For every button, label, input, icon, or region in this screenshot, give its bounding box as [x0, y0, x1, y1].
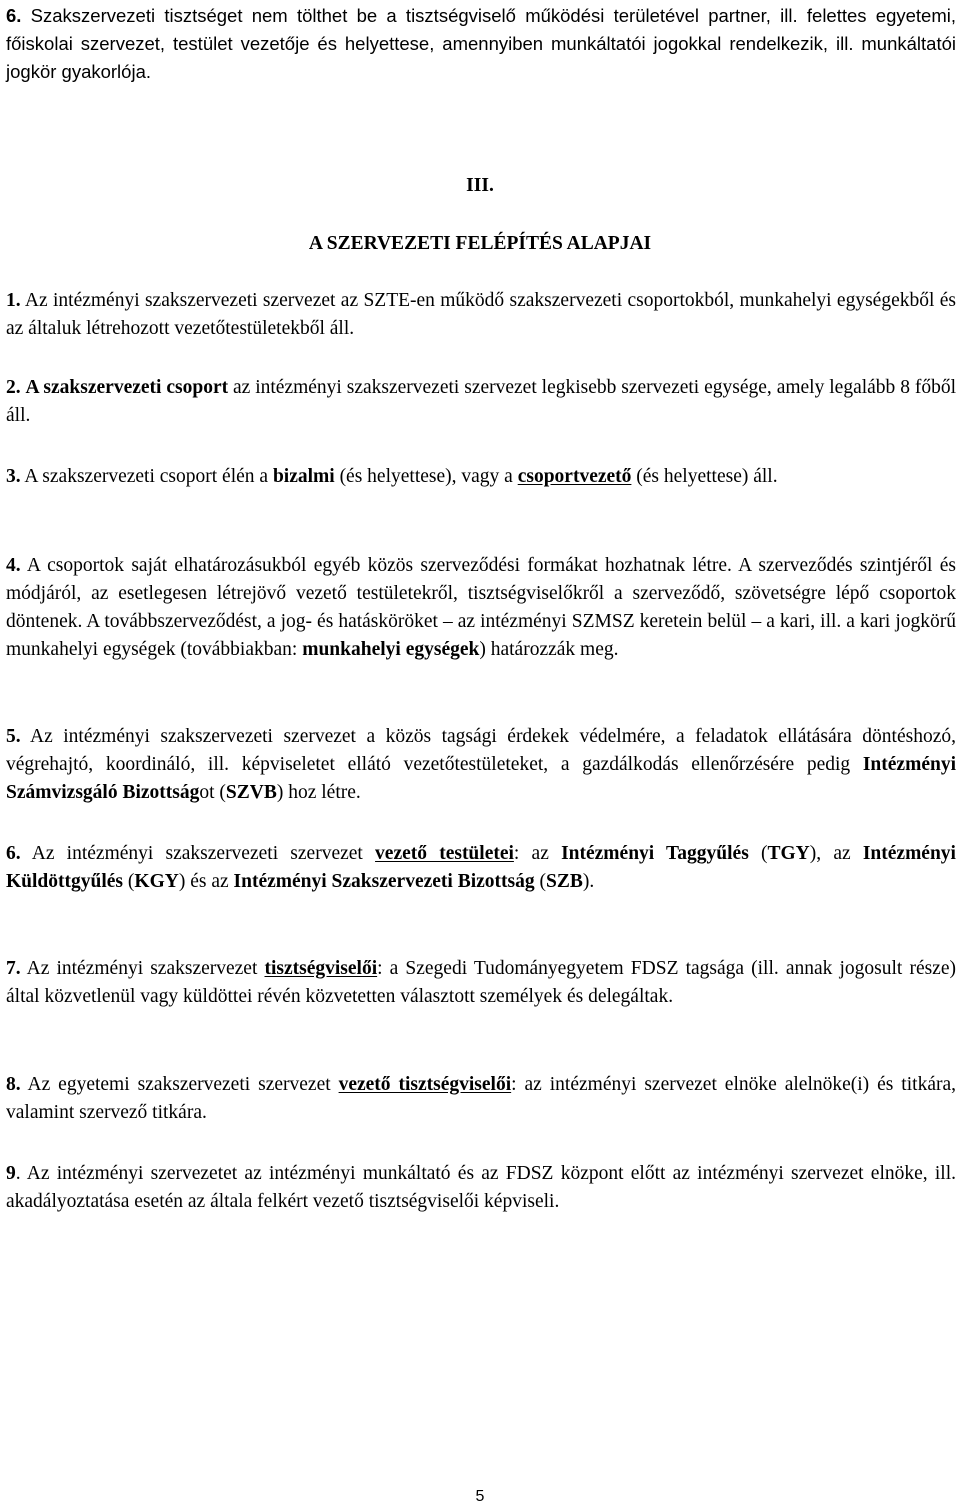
text-run: ).: [582, 871, 595, 892]
paragraph-text: Az intézményi szakszervezeti szervezet az SZTE-en működő szakszervezeti csoportokból, munkahelyi egységekből és az általuk létrehozott vezetőtestületekből áll.: [6, 290, 956, 339]
term-intezmenyi-kuldottgyules: Intézményi Küldöttgyűlés: [6, 843, 956, 892]
text-run: A csoportok saját elhatározásukból egyéb közös szerveződési formákat hozhatnak létre. A szerveződés szintjéről és módjáról, az esetlegesen létrejövő vezető testületekről, tisztségviselőkről a szerveződő, szövetségre lépő csoportok döntenek. A továbbszerveződést, a jog- és hatásköröket – az intézményi SZMSZ keretein belül – a kari, ill. a kari jogkörű munkahelyi egységek (továbbiakban:: [6, 555, 956, 660]
page-number: 5: [475, 1488, 485, 1505]
paragraph-number: 9: [6, 1163, 16, 1184]
text-run: : a Szegedi Tudományegyetem FDSZ tagsága (ill. annak jogosult része) által közvetlenül vagy küldöttei révén közvetetten választott személyek és delegáltak.: [6, 958, 956, 1007]
paragraph-number: 4.: [6, 555, 21, 576]
section-number: III.: [466, 175, 494, 196]
text-run: (: [534, 871, 546, 892]
term-bizalmi: bizalmi: [272, 466, 335, 487]
paragraph-number: 3.: [6, 466, 21, 487]
term-vezeto-tisztsegviseloi: vezető tisztségviselői: [338, 1074, 512, 1095]
paragraph-text: Szakszervezeti tisztséget nem tölthet be a tisztségviselő működési területével partner, ill. felettes egyetemi, főiskolai szervezet, testület vezetője és helyettese, amennyiben munkáltatói jogokkal rendelkezik, ill. munkáltatói jogkör gyakorlója.: [6, 5, 956, 82]
paragraph-8: [6, 1071, 956, 1127]
text-run: A szakszervezeti csoport élén a: [20, 466, 273, 487]
section-title: A SZERVEZETI FELÉPÍTÉS ALAPJAI: [308, 233, 652, 254]
paragraph-number: 2.: [6, 377, 21, 398]
text-run: Az egyetemi szakszervezeti szervezet: [20, 1074, 339, 1095]
text-run: ), az: [809, 843, 863, 864]
text-run: ot (: [199, 782, 226, 803]
term-munkahelyi-egysegek: munkahelyi egységek: [302, 639, 480, 660]
paragraph-1: [6, 287, 956, 343]
term-tgy: TGY: [767, 843, 810, 864]
text-run: (: [748, 843, 768, 864]
text-run: Az intézményi szakszervezeti szervezet: [20, 843, 376, 864]
term-szvb: SZVB: [225, 782, 277, 803]
term-csoportvezeto: csoportvezető: [517, 466, 632, 487]
term-tisztsegviseloi: tisztségviselői: [264, 958, 378, 979]
paragraph-5: [6, 723, 956, 807]
paragraph-number: 7.: [6, 958, 21, 979]
text-run: ) és az: [178, 871, 234, 892]
term-szakszervezeti-csoport: A szakszervezeti csoport: [25, 377, 229, 398]
paragraph-9: [6, 1160, 956, 1216]
paragraph-number: 6.: [6, 843, 21, 864]
paragraph-6-intro: [6, 2, 956, 86]
text-run: ) hoz létre.: [276, 782, 361, 803]
paragraph-7: [6, 955, 956, 1011]
text-run: ) határozzák meg.: [479, 639, 619, 660]
text-run: az intézményi szakszervezeti szervezet legkisebb szervezeti egysége, amely legalább 8 főből áll.: [6, 377, 957, 426]
paragraph-number: 8.: [6, 1074, 21, 1095]
text-run: : az intézményi szervezet elnöke alelnöke(i) és titkára, valamint szervező titkára.: [6, 1074, 956, 1123]
text-run: (és helyettese) áll.: [631, 466, 778, 487]
text-run: Az intézményi szakszervezet: [20, 958, 265, 979]
term-vezeto-testuletei: vezető testületei: [375, 843, 514, 864]
paragraph-2: [6, 374, 956, 430]
paragraph-6: [6, 840, 956, 896]
term-szb: SZB: [545, 871, 583, 892]
term-szamvizsgalo-bizottsag: Intézményi Számvizsgáló Bizottság: [6, 754, 956, 803]
term-szakszervezeti-bizottsag: Intézményi Szakszervezeti Bizottság: [233, 871, 535, 892]
text-run: : az: [513, 843, 562, 864]
text-run: Az intézményi szakszervezeti szervezet a közös tagsági érdekek védelmére, a feladatok ellátására döntéshozó, végrehajtó, koordináló, ill. képviseletet ellátó vezetőtestületeket, a gazdálkodás ellenőrzésére pedig: [6, 726, 956, 775]
text-run: (és helyettese), vagy a: [334, 466, 518, 487]
term-intezmenyi-taggyules: Intézményi Taggyűlés: [561, 843, 749, 864]
text-run: (: [123, 871, 135, 892]
paragraph-text: . Az intézményi szervezetet az intézményi munkáltató és az FDSZ központ előtt az intézményi szervezet elnöke, ill. akadályoztatása esetén az általa felkért vezető tisztségviselői képviseli.: [6, 1163, 956, 1212]
term-kgy: KGY: [134, 871, 179, 892]
paragraph-4: [6, 552, 956, 664]
paragraph-number: 6.: [6, 5, 22, 26]
paragraph-number: 1.: [6, 290, 21, 311]
paragraph-3: [6, 463, 956, 491]
paragraph-number: 5.: [6, 726, 21, 747]
